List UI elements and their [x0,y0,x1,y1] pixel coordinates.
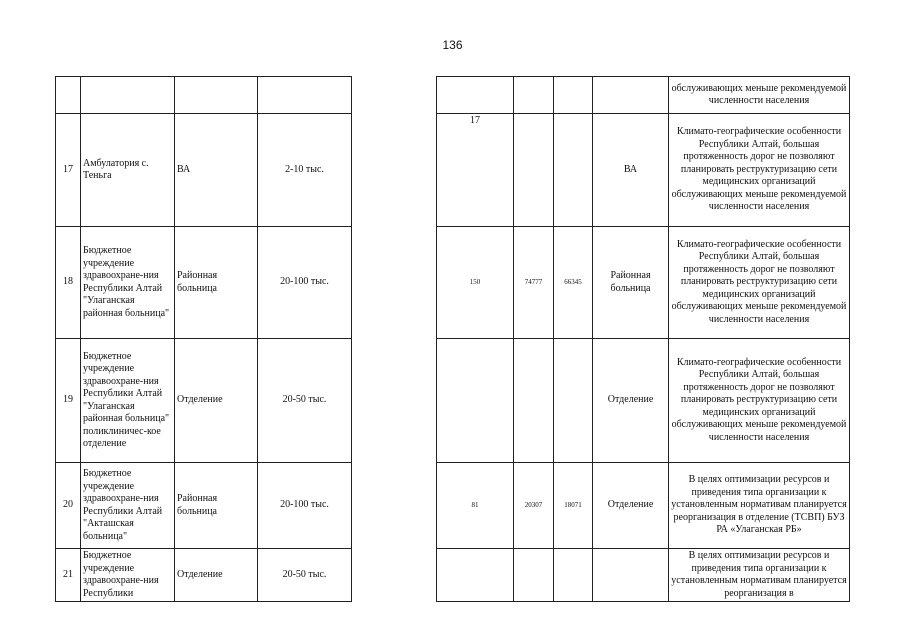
extra-number-cell: 17 [437,114,514,227]
name-cell: Бюджетное учреждение здравоохране-ния Республики [81,549,175,602]
table-row [437,77,850,114]
name-cell: Бюджетное учреждение здравоохране-ния Республики Алтай "Улаганская районная больница" поликлиничес-кое отделение [81,339,175,463]
name-cell: Бюджетное учреждение здравоохране-ния Республики Алтай "Улаганская районная больница" [81,227,175,339]
table-row [437,339,850,463]
table-row [437,463,850,549]
value-a-cell [514,114,554,227]
beds-cell: 81 [437,463,514,549]
reason-cell: Климато-географические особенности Республики Алтай, большая протяженность дорог не позволяют планировать реструктуризацию сети медицинских организаций обслуживающих меньше рекомендуемой численности населения [669,114,850,227]
value-a-cell [514,549,554,602]
table-row [56,549,352,602]
new-type-cell [593,77,669,114]
value-b-cell [554,114,593,227]
table-row [56,114,352,227]
type-cell: ВА [175,114,258,227]
num-cell: 19 [56,339,81,463]
reason-cell: В целях оптимизации ресурсов и приведения типа организации к установленным нормативам планируется реорганизация в [669,549,850,602]
new-type-cell: ВА [593,114,669,227]
num-cell: 18 [56,227,81,339]
reason-cell: В целях оптимизации ресурсов и приведения типа организации к установленным нормативам планируется реорганизация в отделение (ТСВП) БУЗ РА «Улаганская РБ» [669,463,850,549]
value-a-cell [514,77,554,114]
value-b-cell: 66345 [554,227,593,339]
type-cell: Районная больница [175,227,258,339]
value-b-cell [554,77,593,114]
table-row [56,77,352,114]
population-cell: 20-100 тыс. [258,227,352,339]
reason-cell: Климато-географические особенности Республики Алтай, большая протяженность дорог не позволяют планировать реструктуризацию сети медицинских организаций обслуживающих меньше рекомендуемой численности населения [669,227,850,339]
table-row [56,227,352,339]
population-cell [258,77,352,114]
num-cell: 21 [56,549,81,602]
name-cell [81,77,175,114]
new-type-cell: Отделение [593,463,669,549]
reason-cell: обслуживающих меньше рекомендуемой численности населения [669,77,850,114]
value-b-cell [554,339,593,463]
beds-cell [437,77,514,114]
value-a-cell: 20307 [514,463,554,549]
value-b-cell: 18071 [554,463,593,549]
facilities-table-left [55,76,352,602]
value-b-cell [554,549,593,602]
table-row [56,463,352,549]
table-row [437,549,850,602]
reason-cell: Климато-географические особенности Республики Алтай, большая протяженность дорог не позволяют планировать реструктуризацию сети медицинских организаций обслуживающих меньше рекомендуемой численности населения [669,339,850,463]
table-row [437,114,850,227]
value-a-cell [514,339,554,463]
population-cell: 20-100 тыс. [258,463,352,549]
table-row [437,227,850,339]
new-type-cell: Отделение [593,339,669,463]
value-a-cell: 74777 [514,227,554,339]
num-cell: 17 [56,114,81,227]
beds-cell: 150 [437,227,514,339]
population-cell: 2-10 тыс. [258,114,352,227]
population-cell: 20-50 тыс. [258,549,352,602]
type-cell [175,77,258,114]
num-cell: 20 [56,463,81,549]
population-cell: 20-50 тыс. [258,339,352,463]
new-type-cell: Районная больница [593,227,669,339]
num-cell [56,77,81,114]
name-cell: Бюджетное учреждение здравоохране-ния Республики Алтай "Акташская больница" [81,463,175,549]
type-cell: Отделение [175,549,258,602]
new-type-cell [593,549,669,602]
page-number: 136 [442,38,463,52]
facilities-table-right [436,76,850,602]
beds-cell [437,339,514,463]
type-cell: Отделение [175,339,258,463]
type-cell: Районная больница [175,463,258,549]
beds-cell [437,549,514,602]
name-cell: Амбулатория с. Теньга [81,114,175,227]
table-row [56,339,352,463]
